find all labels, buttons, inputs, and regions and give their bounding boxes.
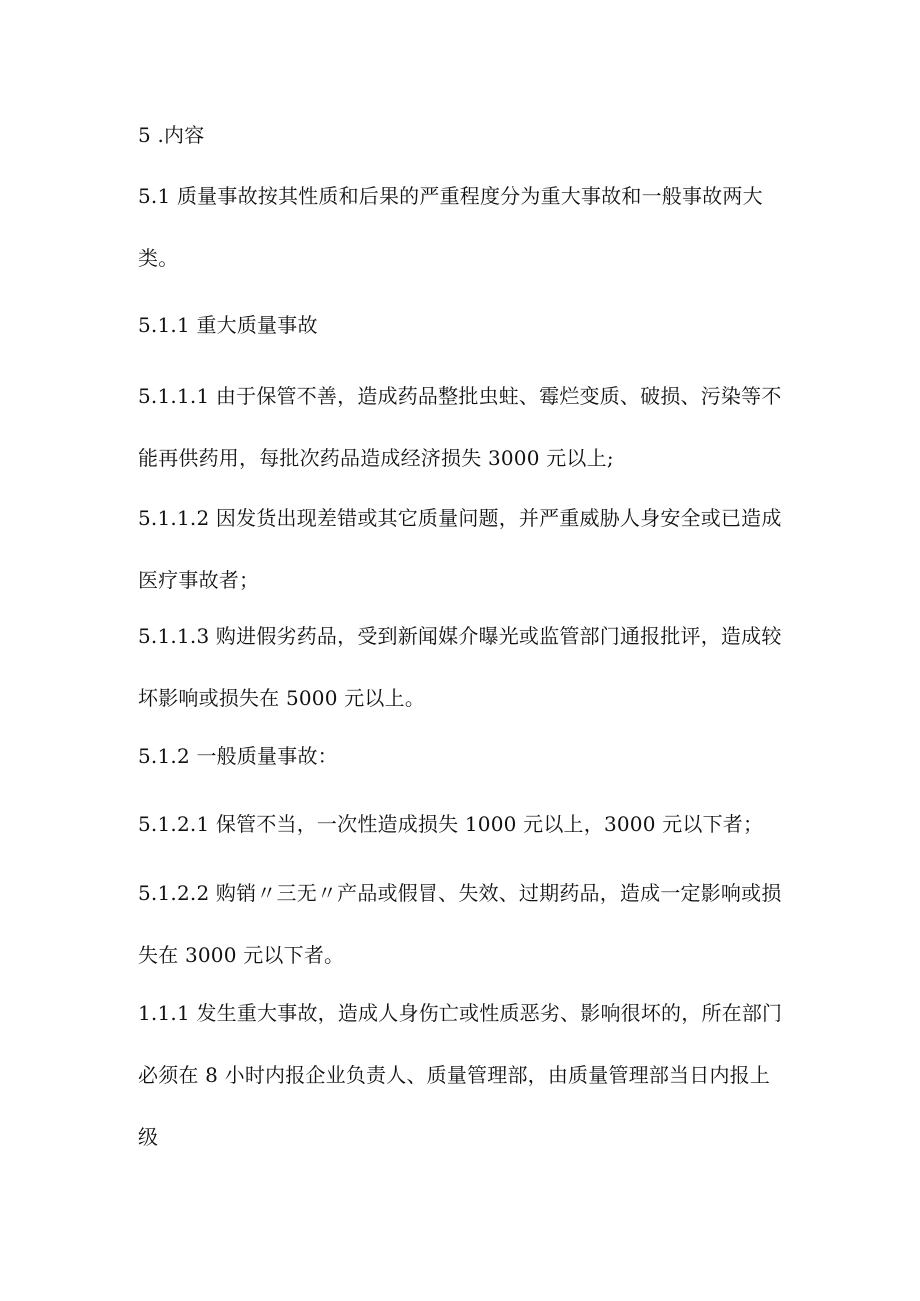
paragraph-5-1-1-3: 5.1.1.3 购进假劣药品，受到新闻媒介曝光或监管部门通报批评，造成较坏影响或损失在 5000 元以上。	[138, 624, 782, 710]
paragraph-5-1-1: 5.1.1 重大质量事故	[138, 313, 318, 337]
section-heading-content: 5 .内容	[138, 123, 205, 147]
paragraph-1-1-1: 1.1.1 发生重大事故，造成人身伤亡或性质恶劣、影响很坏的，所在部门必须在 8 小时内报企业负责人、质量管理部，由质量管理部当日内报上级	[138, 1001, 783, 1149]
paragraph-5-1-2: 5.1.2 一般质量事故：	[138, 744, 338, 768]
paragraph-5-1-1-2: 5.1.1.2 因发货出现差错或其它质量问题，并严重威胁人身安全或已造成医疗事故者；	[138, 506, 782, 592]
paragraph-5-1-2-1: 5.1.2.1 保管不当，一次性造成损失 1000 元以上，3000 元以下者；	[138, 812, 764, 836]
paragraph-5-1: 5.1 质量事故按其性质和后果的严重程度分为重大事故和一般事故两大类。	[138, 184, 763, 270]
paragraph-5-1-2-2: 5.1.2.2 购销〃三无〃产品或假冒、失效、过期药品，造成一定影响或损失在 3000 元以下者。	[138, 881, 782, 967]
paragraph-5-1-1-1: 5.1.1.1 由于保管不善，造成药品整批虫蛀、霉烂变质、破损、污染等不能再供药用，每批次药品造成经济损失 3000 元以上;	[138, 384, 782, 470]
